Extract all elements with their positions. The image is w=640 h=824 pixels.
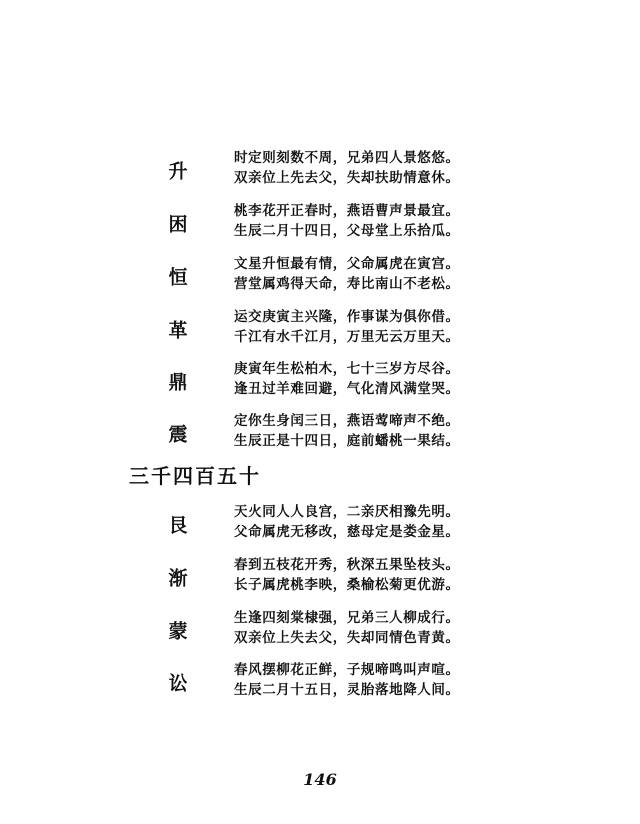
hexagram-name: 讼 [168,672,188,695]
verse-line: 长子属虎桃李映，桑榆松菊更优游。 [234,577,460,593]
verse-entry [0,409,640,461]
verse-line: 生辰二月十四日，父母堂上乐拾瓜。 [234,223,460,239]
verse-entry [0,146,640,198]
verse-line: 文星升恒最有情，父命属虎在寅宫。 [234,256,460,272]
verse-line: 春到五枝花开秀，秋深五果坠枝头。 [234,557,460,573]
hexagram-name: 蒙 [168,620,188,643]
verse-entry [0,553,640,605]
verse-entry [0,357,640,409]
verse-entry [0,252,640,304]
verse-line: 生辰二月十五日，灵胎落地降人间。 [234,682,460,698]
hexagram-name: 鼎 [168,371,188,394]
verse-entry [0,606,640,658]
hexagram-name: 革 [168,319,188,342]
verse-entry [0,500,640,552]
verse-line: 春风摆柳花正鲜，子规啼鸣叫声喧。 [234,662,460,678]
verse-line: 千江有水千江月，万里无云万里天。 [234,329,460,345]
verse-line: 父命属虎无移改，慈母定是娄金星。 [234,524,460,540]
verse-line: 营堂属鸡得天命，寿比南山不老松。 [234,276,460,292]
verse-entry [0,305,640,357]
verse-line: 桃李花开正春时，燕语曹声景最宜。 [234,203,460,219]
hexagram-name: 震 [168,423,188,446]
page-number: 146 [303,770,337,789]
verse-line: 天火同人人良宫，二亲厌相豫先明。 [234,504,460,520]
verse-line: 生辰正是十四日，庭前蟠桃一果结。 [234,433,460,449]
section-heading: 三千四百五十 [129,464,261,488]
verse-line: 定你生身闰三日，燕语莺啼声不绝。 [234,413,460,429]
verse-line: 逢丑过羊难回避，气化清风满堂哭。 [234,381,460,397]
verse-entry [0,199,640,251]
verse-line: 运交庚寅主兴隆，作事谋为俱你借。 [234,309,460,325]
hexagram-name: 渐 [168,567,188,590]
verse-line: 生逢四刻棠棣强，兄弟三人柳成行。 [234,610,460,626]
verse-line: 双亲位上失去父，失却同情色青黄。 [234,630,460,646]
verse-line: 庚寅年生松柏木，七十三岁方尽谷。 [234,361,460,377]
hexagram-name: 升 [168,160,188,183]
verse-line: 双亲位上先去父，失却扶助情意休。 [234,170,460,186]
hexagram-name: 恒 [168,266,188,289]
hexagram-name: 艮 [168,514,188,537]
verse-entry [0,658,640,710]
verse-line: 时定则刻数不周，兄弟四人景悠悠。 [234,150,460,166]
hexagram-name: 困 [168,213,188,236]
